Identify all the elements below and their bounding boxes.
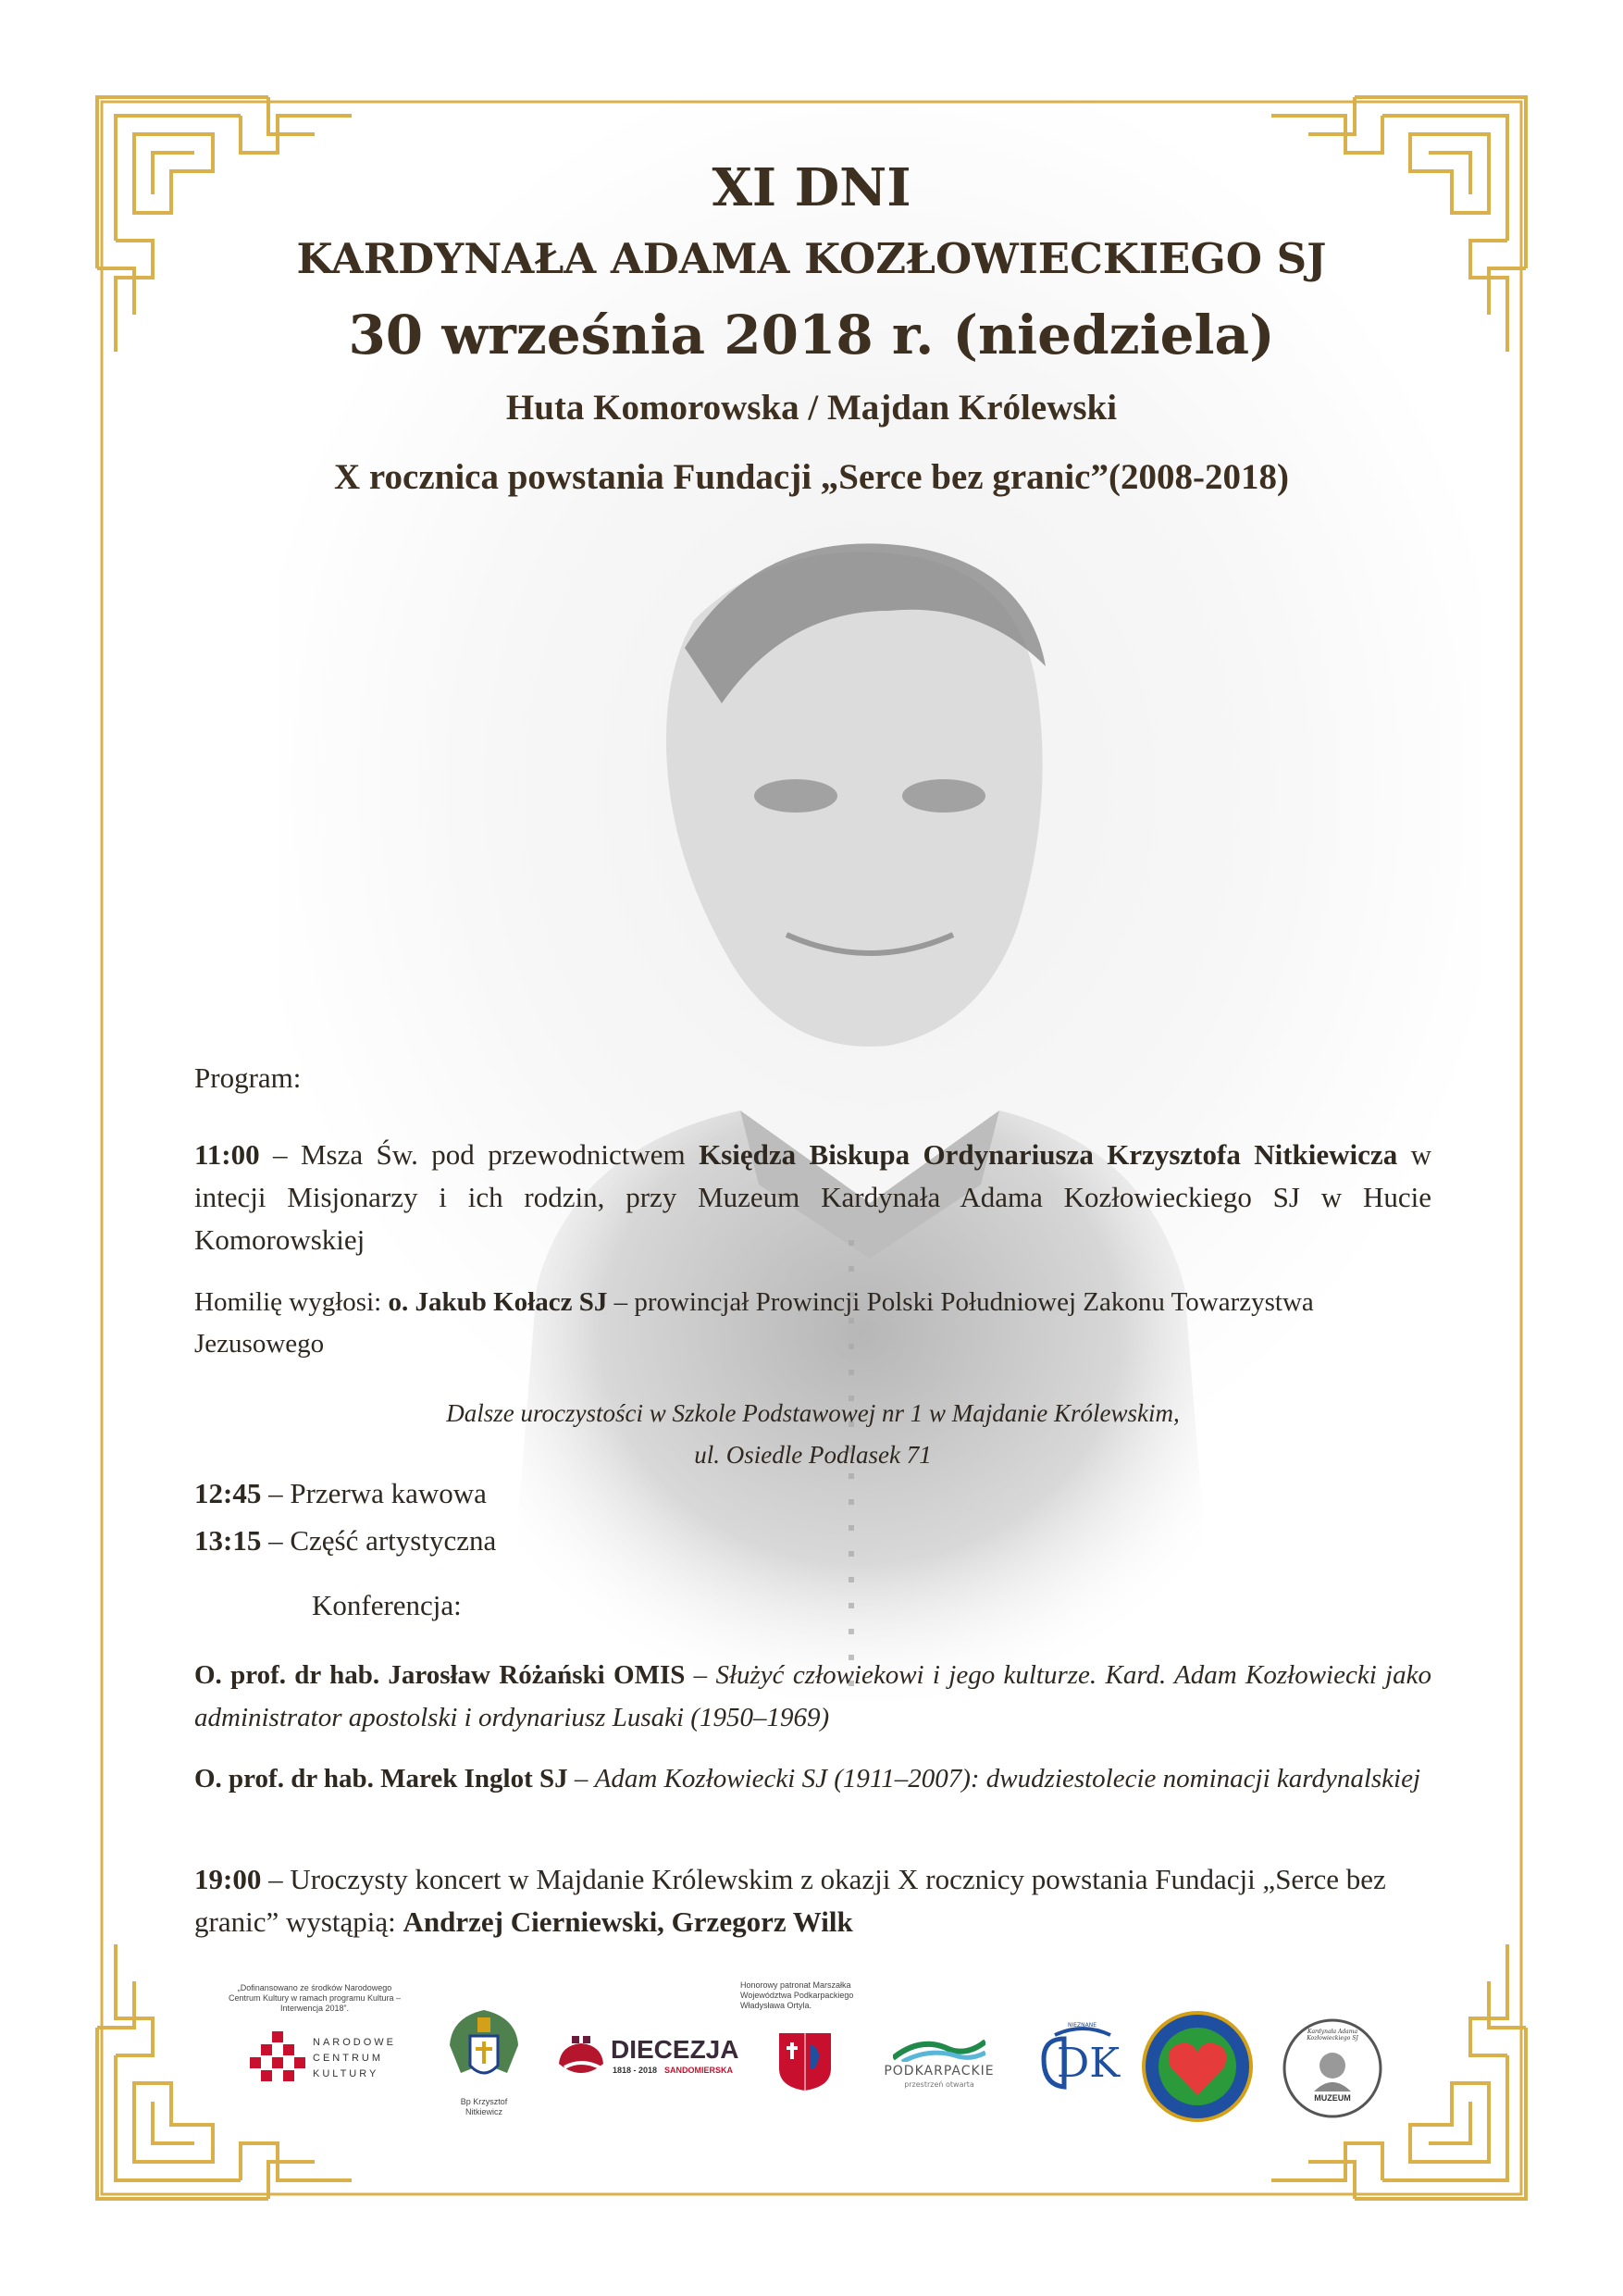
program-label: Program: [194,1061,302,1094]
diocese-emblem-icon [555,2036,607,2082]
hills-icon [893,2036,985,2062]
diocese-logo [555,2034,740,2085]
speaker-2: O. prof. dr hab. Marek Inglot SJ [194,1764,568,1793]
time-1315: 13:15 [194,1524,262,1557]
dk-logo [1036,2022,1129,2096]
dash-1: – [685,1660,716,1690]
homily-speaker: o. Jakub Kołacz SJ [388,1287,608,1317]
diocese-name: DIECEZJA [611,2035,739,2064]
venue-line-2: ul. Osiedle Podlasek 71 [694,1441,932,1469]
performers: Andrzej Cierniewski, Grzegorz Wilk [403,1905,853,1938]
homily-role: – prowincjał Prowincji Polski Południowej Zakonu Towarzystwa Jezusowego [194,1287,1314,1359]
event-location: Huta Komorowska / Majdan Królewski [505,388,1118,428]
museum-script-text: Kardynała Adama Kozłowieckiego SJ [1307,2029,1358,2042]
conference-label: Konferencja: [312,1589,462,1621]
marshal-patronage-note: Honorowy patronat Marszałka Województwa Podkarpackiego Władysława Ortyla. [740,1980,854,2010]
homily-label: Homilię wygłosi: [194,1287,389,1317]
podkarpackie-coat-of-arms [777,2031,833,2092]
podkarpackie-slogan: przestrzeń otwarta [904,2080,974,2089]
event-date: 30 września 2018 r. (niedziela) [348,304,1275,366]
time-1245: 12:45 [194,1477,262,1509]
concert-text: – Uroczysty koncert w Majdanie Królewskim z okazji X rocznicy powstania Fundacji „Serce bez granic” wystąpią: [194,1863,1386,1938]
time-1100: 11:00 [194,1138,260,1171]
speaker-1: O. prof. dr hab. Jarosław Różański OMIS [194,1660,686,1690]
nck-line-3: KULTURY [313,2068,379,2079]
venue-note [194,1393,1431,1476]
conference-talk-1 [194,1654,1431,1739]
nck-funding-note: „Dofinansowano ze środków Narodowego Centrum Kultury w ramach programu Kultura – Interwencja 2018”. [228,1983,402,2013]
program-item-art [194,1520,1431,1562]
nck-line-1: NARODOWE [313,2037,396,2048]
anniversary-line: X rocznica powstania Fundacji „Serce bez granic”(2008-2018) [334,457,1289,497]
art-text: – Część artystyczna [261,1524,497,1557]
program-item-concert [194,1858,1431,1943]
conference-talk-2 [194,1757,1431,1800]
title-line-1: XI DNI [712,157,911,218]
time-1900: 19:00 [194,1863,262,1895]
museum-logo [1282,2017,1383,2119]
mass-text-b: w intecji Misjonarzy i ich rodzin, przy Muzeum Kardynała Adama Kozłowieckiego SJ w Hucie Komorowskiej [194,1138,1432,1256]
title-line-2: KARDYNAŁA ADAMA KOZŁOWIECKIEGO SJ [296,234,1327,283]
nck-line-2: CENTRUM [313,2053,383,2064]
venue-line-1: Dalsze uroczystości w Szkole Podstawowej nr 1 w Majdanie Królewskim, [446,1399,1180,1427]
heart-globe-icon [1141,2010,1254,2123]
mass-text-a: – Msza Św. pod przewodnictwem [259,1138,700,1171]
podkarpackie-name: PODKARPACKIE [884,2064,995,2079]
coat-of-arms-icon [442,2008,526,2093]
bishop-name: Księdza Biskupa Ordynariusza Krzysztofa Nitkiewicza [699,1138,1398,1171]
program-item-coffee [194,1472,1431,1515]
foundation-round-logo [1141,2010,1254,2123]
dk-letters: DK [1057,2040,1121,2087]
diocese-years: 1818 - 2018 [613,2066,658,2075]
podkarpackie-logo [874,2036,1004,2093]
talk-1-title: Służyć człowiekowi i jego kulturze. Kard. Adam Kozłowiecki jako administrator apostolski i ordynariusz Lusaki (1950–1969) [194,1660,1431,1732]
museum-label: MUZEUM [1314,2093,1351,2103]
bishop-coat-of-arms [442,2008,526,2117]
diocese-city: SANDOMIERSKA [664,2066,734,2075]
nck-logo [250,2031,407,2087]
program-item-mass [194,1134,1431,1261]
nck-emblem-icon [250,2031,305,2083]
shield-icon [777,2031,833,2092]
talk-2-title: Adam Kozłowiecki SJ (1911–2007): dwudziestolecie nominacji kardynalskiej [594,1764,1421,1793]
homily-item [194,1282,1431,1365]
dash-2: – [567,1764,595,1793]
bishop-caption: Bp Krzysztof Nitkiewicz [460,2097,508,2116]
dk-town: NIEZNANE [1068,2022,1097,2029]
coffee-text: – Przerwa kawowa [261,1477,487,1509]
